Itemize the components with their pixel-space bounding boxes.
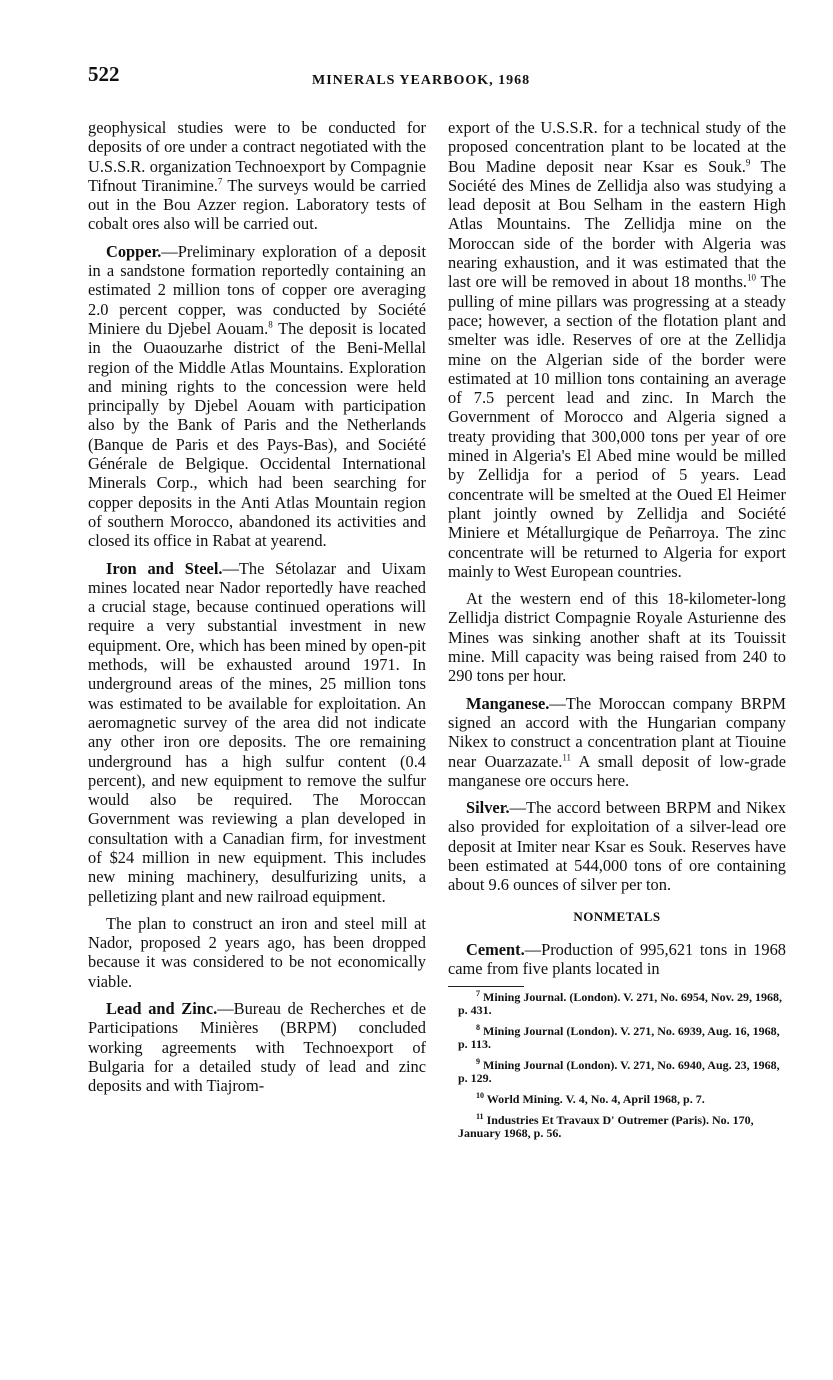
cobalt-paragraph-continued: geophysical studies were to be conducted for deposits of ore under a contract negotiated with the U.S.S.R. organization Technoexport by Compagnie Tifnout Tiranimine.$^7$ The surveys would be carried out in the Bou Azzer region. Laboratory tests of cobalt ores also will be carried out. [88,118,426,234]
lead-zinc-heading: Lead and Zinc. [106,999,218,1019]
footnote-divider [448,986,524,987]
manganese-paragraph: Manganese.—The Moroccan company BRPM signed an accord with the Hungarian company Nikex to construct a concentration plant at Tiouine near Ouarzazate.$^{11}$ A small deposit of low-grade manganese ore occurs here. [448,693,786,790]
silver-heading: Silver. [466,798,510,818]
lead-zinc-paragraph: Lead and Zinc.—Bureau de Recherches et de Participations Minières (BRPM) concluded working agreements with Technoexport of Bulgaria for a detailed study of lead and zinc deposits and with Tiajrom- [88,999,426,1096]
iron-steel-paragraph: Iron and Steel.—The Sétolazar and Uixam mines located near Nador reportedly have reached a crucial stage, because continued operations will require a very substantial investment in new equipment. Ore, which has been mined by open-pit methods, will be exhausted around 1971. In underground areas of the mines, 25 million tons was estimated to be available for exploitation. An aeromagnetic survey of the area did not indicate any other iron ore deposits. The ore remaining underground has a high sulfur content (0.4 percent), and new equipment to remove the sulfur would also be required. The Moroccan Government was reviewing a plan developed in consultation with a Canadian firm, for investment of $24 million in new equipment. This includes new mining machinery, desulfurizing units, a pelletizing plant and new railroad equipment. [88,558,426,906]
silver-paragraph: Silver.—The accord between BRPM and Nikex also provided for exploitation of a silver-lead ore deposit at Imiter near Ksar es Souk. Reserves have been estimated at 544,000 tons of ore containing about 9.6 ounces of silver per ton. [448,798,786,895]
left-column [88,118,426,1104]
copper-heading: Copper. [106,241,162,261]
footnote-ref-9: 9 [745,157,751,168]
footnotes [448,991,786,1140]
cement-paragraph: Cement.—Production of 995,621 tons in 1968 came from five plants located in [448,939,786,979]
cement-heading: Cement. [466,939,525,959]
section-title-nonmetals: NONMETALS [573,908,661,924]
footnote: $^9$ Mining Journal (London). V. 271, No. 6940, Aug. 23, 1968, p. 129. [458,1057,780,1086]
iron-steel-paragraph-2: The plan to construct an iron and steel mill at Nador, proposed 2 years ago, has been dropped because it was considered to be not economically viable. [88,913,426,991]
footnote: $^8$ Mining Journal (London). V. 271, No. 6939, Aug. 16, 1968, p. 113. [458,1023,780,1052]
iron-steel-heading: Iron and Steel. [106,558,223,578]
right-column [448,118,786,1148]
footnote: $^7$ Mining Journal. (London). V. 271, No. 6954, Nov. 29, 1968, p. 431. [458,989,782,1018]
page-number: 522 [88,62,120,86]
manganese-heading: Manganese. [466,693,550,713]
zellidja-paragraph: At the western end of this 18-kilometer-long Zellidja district Compagnie Royale Asturienne des Mines was sinking another shaft at its Touissit mine. Mill capacity was being raised from 240 to 290 tons per hour. [448,589,786,686]
footnote-ref-10: 10 [746,272,756,283]
footnote: $^{10}$ World Mining. V. 4, No. 4, April 1968, p. 7. [476,1091,705,1107]
lead-zinc-paragraph-continued: export of the U.S.S.R. for a technical study of the proposed concentration plant to be located at the Bou Madine deposit near Ksar es Souk.$^9$ The Société des Mines de Zellidja also was studying a lead deposit at Bou Selham in the eastern High Atlas Mountains. The Zellidja mine on the Moroccan side of the border with Algeria was nearing exhaustion, and it was estimated that the last ore will be removed in about 18 months.$^{10}$ The pulling of mine pillars was progressing at a steady pace; however, a section of the flotation plant and smelter was idle. Reserves of ore at the Zellidja mine on the Algerian side of the border were estimated at 10 million tons containing an average of 7.5 percent lead and zinc. In March the Government of Morocco and Algeria signed a treaty providing that 300,000 tons per year of ore mined in Algeria's El Abed mine would be milled by Zellidja for a period of 5 years. Lead concentrate will be smelted at the Oued El Heimer plant jointly owned by Zellidja and Société Miniere et Métallurgique de Peñarroya. The zinc concentrate will be returned to Algeria for export mainly to West European countries. [448,118,786,581]
running-title: MINERALS YEARBOOK, 1968 [312,73,531,88]
footnote: $^{11}$ Industries Et Travaux D' Outremer (Paris). No. 170, January 1968, p. 56. [458,1112,754,1141]
copper-paragraph: Copper.—Preliminary exploration of a deposit in a sandstone formation reportedly containing an estimated 2 million tons of copper ore averaging 2.0 percent copper, was conducted by Société Miniere du Djebel Aouam.$^8$ The deposit is located in the Ouaouzarhe district of the Beni-Mellal region of the Middle Atlas Mountains. Exploration and mining rights to the concession were held principally by Djebel Aouam with participation also by the Bank of Paris and the Netherlands (Banque de Paris et des Pays-Bas), and Société Générale de Belgique. Occidental International Minerals Corp., which had been searching for copper deposits in the Anti Atlas Mountain region of southern Morocco, abandoned its activities and closed its office in Rabat at yearend. [88,241,426,551]
footnote-ref-8: 8 [268,319,273,330]
footnote-ref-7: 7 [217,176,223,187]
footnote-ref-11: 11 [562,752,572,763]
